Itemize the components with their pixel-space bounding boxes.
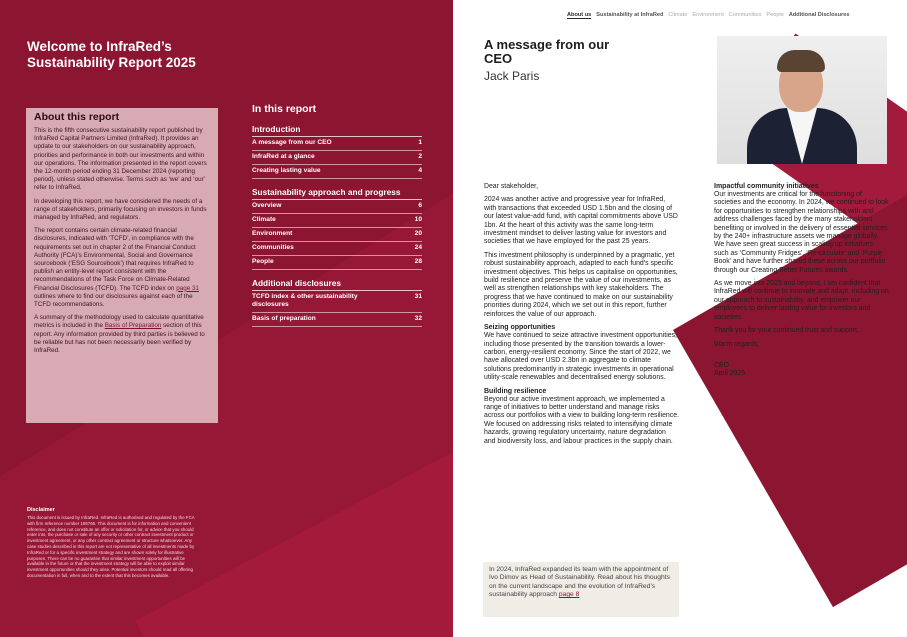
toc-row-page: 28 <box>414 258 422 265</box>
toc-row-page: 31 <box>414 293 422 300</box>
toc-row[interactable] <box>252 242 422 256</box>
about-report-box <box>26 108 218 423</box>
toc-row-label: Climate <box>252 216 276 223</box>
letter-paragraph: Thank you for your continued trust and support. <box>714 327 859 335</box>
right-page <box>453 0 907 637</box>
toc-row-label: Creating lasting value <box>252 167 321 174</box>
letter-paragraph: We have continued to seize attractive investment opportunities, including those presented by the transition towards a lower-carbon, energy-resilient economy. Since the start of 2022, we have allocated over USD 2.3bn in aggregate to climate solutions predominantly in strategic investments in operational utility-scale renewables and decentralised energy solutions. <box>484 332 677 382</box>
toc-row-page: 6 <box>418 202 422 209</box>
toc-row[interactable] <box>252 137 422 151</box>
table-of-contents <box>252 103 422 327</box>
toc-row-label: Communities <box>252 244 294 251</box>
toc-section-title: Additional disclosures <box>252 275 422 291</box>
toc-row-label: A message from our CEO <box>252 139 332 146</box>
letter-paragraph: This investment philosophy is underpinned by a pragmatic, yet robust sustainability approach, adapted to each fund’s specific investment objectives. This helps us capitalise on opportunities, build resilience and preserve the value of our investments, as well as strengthen relationships with key stakeholders. The progress that we have continued to make on our sustainability priorities during 2024, which we set out in this report, further reinforces the value of our approach. <box>484 251 678 318</box>
regards: Warm regards, <box>714 340 760 348</box>
text: section of this report. Any information provided by third parties is believed to be reliable but has not been necessarily been verified by InfraRed. <box>34 322 205 355</box>
toc-row[interactable] <box>252 256 422 270</box>
nav-about-us[interactable]: About us <box>567 12 592 18</box>
disclaimer <box>27 507 197 579</box>
toc-row[interactable] <box>252 291 422 313</box>
ceo-portrait <box>717 36 887 164</box>
nav-climate[interactable]: Climate <box>668 12 688 18</box>
toc-section-title: Introduction <box>252 121 422 137</box>
page-31-link[interactable]: page 31 <box>176 284 199 292</box>
toc-row-label: People <box>252 258 274 265</box>
callout-text: In 2024, InfraRed expanded its team with the appointment of Ivo Dimov as Head of Sustainability. Read about his thoughts on the current landscape and the evolution of InfraRed’s sustainability approach <box>489 566 670 598</box>
toc-row-label: Environment <box>252 230 293 237</box>
about-paragraph <box>34 227 210 309</box>
disclaimer-text: This document is issued by InfraRed. InfraRed is authorised and regulated by the FCA with firm reference number 195766. This document is for information and convenient reference, and does not constitute an offer or solicitation for, or advice that you should enter into, the purchase or sale of any security or other contract investment product or investment agreement, or any other contract agreement or structure whatsoever. Any case studies described in this report are not representative of all investments made by InfraRed or for a specific investment strategy and are shown solely for illustrative purposes. There can be no guarantee that similar investment opportunities will be available in the future or that the investment strategy will be able to exploit similar investment opportunities should they arise. Potential investors should read all offering documentation in full, when and to the extent that this becomes available. <box>27 515 195 578</box>
top-navigation <box>567 12 849 19</box>
toc-row[interactable] <box>252 165 422 179</box>
toc-row-page: 4 <box>418 167 422 174</box>
toc-row-page: 20 <box>414 230 422 237</box>
toc-row-page: 32 <box>414 315 422 322</box>
nav-environment[interactable]: Environment <box>692 12 724 18</box>
disclaimer-heading: Disclaimer <box>27 507 55 513</box>
footer-label: InfraRed Sustainability Report 2025 <box>795 620 888 627</box>
letter-paragraph: As we move into 2025 and beyond, I am confident that InfraRed will continue to innovate and adapt, including on our approach to sustainability, and empower our employees to deliver lasting value for investors and societies. <box>714 280 889 321</box>
greeting: Dear stakeholder, <box>484 183 539 190</box>
report-title: Welcome to InfraRed’s Sustainability Report 2025 <box>27 39 196 70</box>
letter-paragraph: Our investments are critical for the functioning of societies and the economy. In 2024, we continued to look for opportunities to strengthen relationships with and address challenges faced by the many stakeholders benefiting or involved in the delivery of essential services by the 240+ infrastructure assets we manage globally. We have seen great success in scaling up initiatives such as ‘Community Fridges’, ‘Re-circulate’ and ‘Purple Book’ and have further shared these across our portfolio through our Creating Better Futures awards. <box>714 191 889 274</box>
toc-row-page: 24 <box>414 244 422 251</box>
about-paragraph: This is the fifth consecutive sustainability report published by InfraRed Capital Partners Limited (InfraRed). It provides an update to our stakeholders on our sustainability approach, priorities and performance in both our investments and within our operations. The information presented in the report covers the 12-month period ending 31 December 2024 (reporting period), unless stated otherwise. Terms such as ‘we’ and ‘our’ refer to InfraRed. <box>34 127 207 192</box>
letter-paragraph: 2024 was another active and progressive year for InfraRed, with transactions that exceeded USD 1.5bn and the closing of our latest value-add fund, with capital commitments above USD 1bn. At the heart of this activity was the same long-term investment mindset to deliver lasting value for investors and societies that we have employed for the past 25 years. <box>484 196 678 246</box>
toc-row-page: 10 <box>414 216 422 223</box>
letter-paragraph: Beyond our active investment approach, we implemented a range of initiatives to better understand and manage risks across our portfolios with a view to building long-term resilience. We focused on addressing risks related to intensifying climate hazards, growing regulatory uncertainty, nature degradation and biodiversity loss, and labour practices in the supply chain. <box>484 395 679 445</box>
letter-column-2 <box>714 183 889 379</box>
toc-row-label: InfraRed at a glance <box>252 153 315 160</box>
toc-section-title: Sustainability approach and progress <box>252 184 422 200</box>
signature-name: Jack Paris <box>714 353 749 361</box>
signature-date: April 2025 <box>714 370 746 378</box>
section-heading: Building resilience <box>484 387 547 395</box>
toc-heading: In this report <box>252 103 317 115</box>
toc-row[interactable] <box>252 228 422 242</box>
page-title: A message from our CEO <box>484 37 610 66</box>
page-8-link[interactable]: page 8 <box>558 590 580 598</box>
toc-row-label: TCFD index & other sustainability disclosures <box>252 293 358 308</box>
page-footer <box>796 620 897 627</box>
section-heading: Seizing opportunities <box>484 324 556 332</box>
nav-communities[interactable]: Communities <box>728 12 762 18</box>
nav-sustainability[interactable]: Sustainability at InfraRed <box>596 12 664 18</box>
about-paragraph: In developing this report, we have considered the needs of a range of stakeholders, primarily focusing on investors in funds managed by InfraRed, and regulators. <box>34 197 207 222</box>
toc-row[interactable] <box>252 214 422 228</box>
text: The report contains certain climate-related financial disclosures, indicated with ‘TCFD’, in compliance with the requirements set out in chapter 2 of the Financial Conduct Authority (FCA)’s Environmental, Social and Governance sourcebook (‘ESG Sourcebook’) that requires InfraRed to publish an entity-level report consistent with the recommendations of the Task Force on Climate-Related Financial Disclosures (TCFD). The TCFD index on <box>34 227 196 292</box>
toc-row-page: 2 <box>418 153 422 160</box>
ceo-name: Jack Paris <box>484 69 540 83</box>
nav-additional-disclosures[interactable]: Additional Disclosures <box>788 12 850 18</box>
toc-row[interactable] <box>252 313 422 327</box>
section-heading: Impactful community initiatives <box>714 183 819 190</box>
about-heading: About this report <box>34 111 120 123</box>
signature-role: CEO <box>714 362 729 370</box>
letter-column-1 <box>484 183 679 451</box>
nav-people[interactable]: People <box>766 12 784 18</box>
text: A summary of the methodology used to calculate quantitative metrics is included in the <box>34 314 204 330</box>
toc-row[interactable] <box>252 151 422 165</box>
callout-box <box>483 562 679 617</box>
page-number: 1 <box>893 620 897 627</box>
toc-row-page: 1 <box>418 139 422 146</box>
left-page <box>0 0 453 637</box>
toc-row-label: Overview <box>252 202 282 209</box>
toc-row[interactable] <box>252 200 422 214</box>
toc-row-label: Basis of preparation <box>252 315 316 322</box>
about-paragraph <box>34 314 210 355</box>
basis-of-preparation-link[interactable]: Basis of Preparation <box>104 322 162 330</box>
text: outlines where to find our disclosures against each of the TCFD recommendations. <box>34 292 193 309</box>
